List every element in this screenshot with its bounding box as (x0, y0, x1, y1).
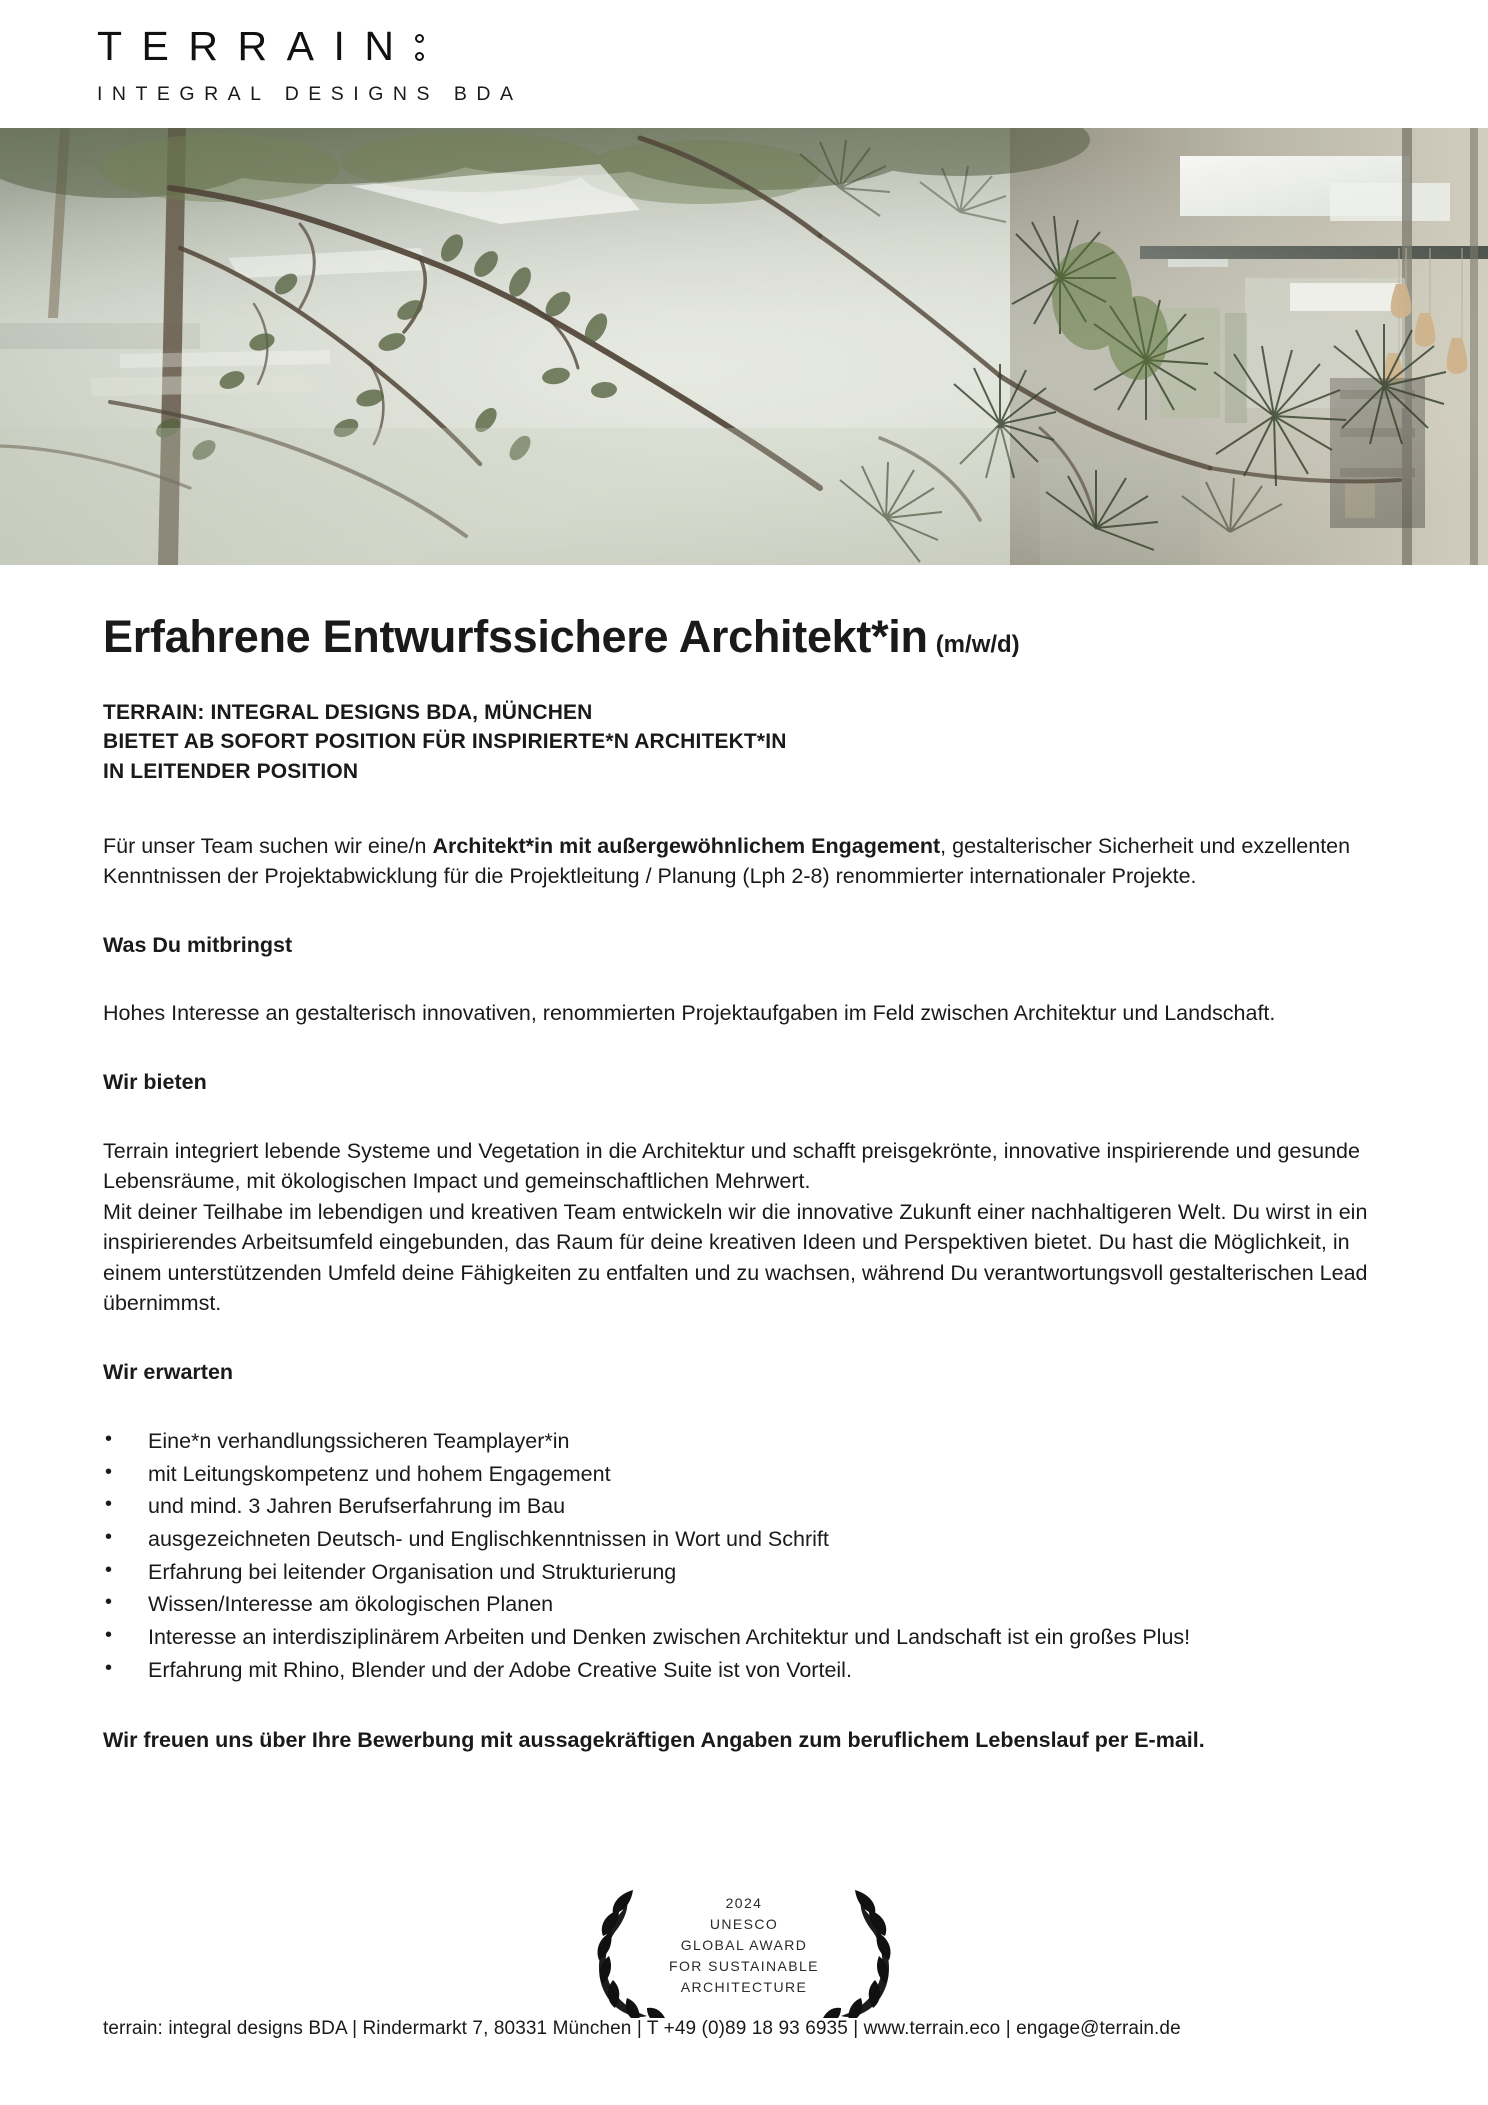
list-item: • Interesse an interdisziplinärem Arbeiten und Denken zwischen Architektur und Landschaft ist ein großes Plus! (103, 1621, 1403, 1654)
logo-wordmark (97, 23, 597, 69)
gender-note: (m/w/d) (935, 631, 1020, 658)
award-line-3: FOR SUSTAINABLE (669, 1958, 819, 1974)
logo-wordmark-text: TERRAIN (97, 23, 414, 69)
laurel-wreath-icon (579, 1878, 909, 2018)
page-title (103, 612, 1403, 662)
section-heading-bieten: Wir bieten (103, 1070, 207, 1094)
logo-tagline: INTEGRAL DESIGNS BDA (97, 83, 523, 105)
bieten-paragraph-1: Terrain integriert lebende Systeme und Vegetation in die Architektur und schafft preisgekrönte, innovative inspirierende und gesunde Lebensräume, mit ökologischen Impact und gemeinschaftlichen Mehrwert. (103, 1138, 1360, 1194)
list-item: • ausgezeichneten Deutsch- und Englischkenntnissen in Wort und Schrift (103, 1523, 1403, 1556)
mitbringst-paragraph: Hohes Interesse an gestalterisch innovativen, renommierten Projektaufgaben im Feld zwischen Architektur und Landschaft. (103, 1001, 1276, 1026)
intro-paragraph (103, 831, 1403, 892)
subheading-line-3: IN LEITENDER POSITION (103, 760, 359, 784)
hero-photo (0, 128, 1488, 565)
subheading-line-2: BIETET AB SOFORT POSITION FÜR INSPIRIERTE*N ARCHITEKT*IN (103, 730, 787, 754)
intro-part-1: Für unser Team suchen wir eine/n (103, 833, 433, 858)
intro-bold: Architekt*in mit außergewöhnlichem Engagement (432, 833, 941, 858)
hero-photo-illustration (0, 128, 1488, 565)
list-item: • Wissen/Interesse am ökologischen Planen (103, 1588, 1403, 1621)
list-item: • Eine*n verhandlungssicheren Teamplayer*in (103, 1425, 1403, 1458)
section-heading-mitbringst: Was Du mitbringst (103, 932, 293, 957)
list-item: • mit Leitungskompetenz und hohem Engagement (103, 1458, 1403, 1491)
closing-paragraph: Wir freuen uns über Ihre Bewerbung mit aussagekräftigen Angaben zum beruflichem Lebenslauf per E-mail. (103, 1727, 1205, 1752)
list-item: • und mind. 3 Jahren Berufserfahrung im Bau (103, 1490, 1403, 1523)
award-line-2: GLOBAL AWARD (680, 1937, 808, 1953)
award-line-4: ARCHITECTURE (680, 1979, 808, 1995)
award-line-1: UNESCO (709, 1916, 779, 1932)
job-posting-content (103, 612, 1403, 1755)
requirements-list (103, 1425, 1403, 1686)
job-title-text: Erfahrene Entwurfssichere Architekt*in (103, 611, 928, 662)
section-heading-erwarten: Wir erwarten (103, 1359, 234, 1384)
award-year: 2024 (725, 1895, 763, 1911)
list-item: • Erfahrung mit Rhino, Blender und der Adobe Creative Suite ist von Vorteil. (103, 1654, 1403, 1687)
subheading-block (103, 698, 1403, 787)
award-badge (579, 1878, 909, 2018)
subheading-line-1: TERRAIN: INTEGRAL DESIGNS BDA, MÜNCHEN (103, 700, 593, 724)
bieten-paragraph-2: Mit deiner Teilhabe im lebendigen und kreativen Team entwickeln wir die innovative Zukunft einer nachhaltigeren Welt. Du wirst in ein inspirierendes Arbeitsumfeld eingebunden, das Raum für deine kreativen Ideen und Perspektiven bietet. Du hast die Möglichkeit, in einem unterstützenden Umfeld deine Fähigkeiten zu entfalten und zu wachsen, während Du verantwortungsvoll gestalterischen Lead übernimmst. (103, 1199, 1368, 1316)
company-logo (97, 23, 597, 106)
double-circle-colon-icon (415, 34, 424, 61)
footer-contact-line: terrain: integral designs BDA | Rindermarkt 7, 80331 München | T +49 (0)89 18 93 6935 | www.terrain.eco | engage@terrain.de (103, 2018, 1181, 2039)
list-item: • Erfahrung bei leitender Organisation und Strukturierung (103, 1556, 1403, 1589)
intro-part-2: , gestalterischer Sicherheit und exzellenten Kenntnissen der Projektabwicklung für die Projektleitung / Planung (Lph 2-8) renommierter internationaler Projekte. (103, 833, 1351, 889)
